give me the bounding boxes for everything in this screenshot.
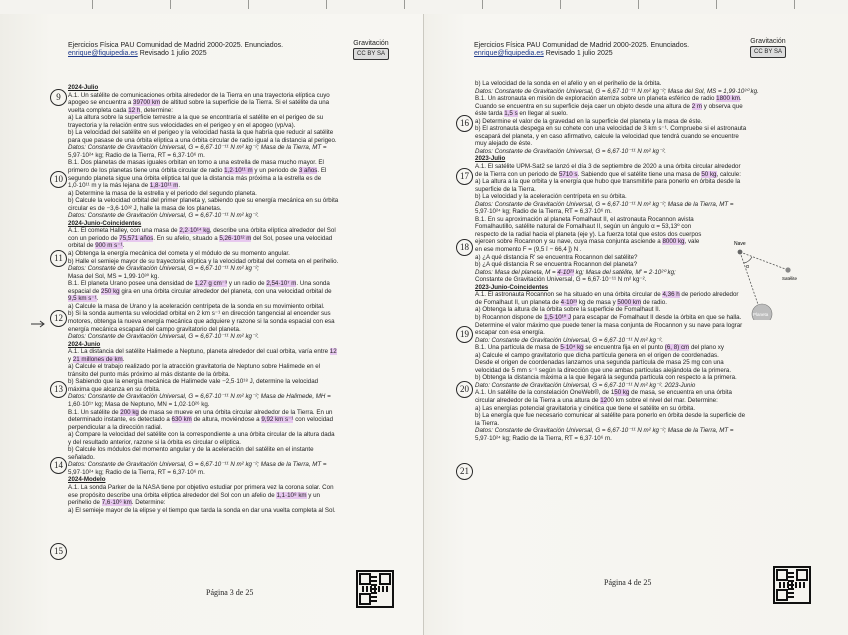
left-header-email[interactable]: enrique@fiquipedia.es (68, 50, 138, 57)
text-line: trayectoria y la relación entre sus velocidades en el perigeo y en el apogeo (vp/va). (68, 121, 296, 129)
text-line: B.1. El planeta Urano posee una densidad de 1,27 g cm⁻³ y un radio de 2,54·10⁷ m. Una sonda (68, 280, 330, 288)
text-line: a) ¿A qué distancia R' se encuentra Rocannon del satélite? (475, 253, 638, 261)
right-header-revised: Revisado 1 julio 2025 (543, 50, 613, 57)
text-line: b) Calcule los módulos del momento angular y de la aceleración del satélite en el instante (68, 446, 314, 454)
text-line: energía mecánica escapará del campo gravitatorio del planeta. (68, 325, 241, 333)
text-line: motores, obtenga la nueva energía mecánica que adquiere y razone si la sonda espacial con esa (68, 317, 335, 325)
text-line: 2024-Modelo (68, 476, 106, 484)
text-line: b) La energía que fue necesario comunicar al satélite para ponerlo en órbita desde la superficie de (475, 412, 746, 420)
text-line: Datos: Constante de Gravitación Universal, G = 6,67·10⁻¹¹ N m² kg⁻². (475, 147, 667, 155)
text-line: de Fomalhaut II, un planeta de 4·10²³ kg de masa y 5000 km de radio. (475, 298, 667, 306)
text-line: b) Rocannon dispone de 1,5·10¹⁰ J para escapar de Fomalhaut II desde la órbita en que se halla. (475, 313, 742, 321)
text-line: Datos: Constante de Gravitación Universal, G = 6,67·10⁻¹¹ N m² kg⁻²; Masa del Sol, MS = 1,99·10³⁰ kg. (475, 87, 759, 95)
text-line: Datos: Constante de Gravitación Universal, G = 6,67·10⁻¹¹ N m² kg⁻². (68, 212, 260, 220)
right-qr-code-icon (773, 566, 811, 604)
text-line: b) El astronauta despega en su cohete con una velocidad de 3 km s⁻¹. Compruebe si el astronauta (475, 125, 747, 133)
text-line: 5,97·10²⁴ kg; Radio de la Tierra, RT = 6,37·10⁶ m. (68, 468, 205, 476)
text-line: máxima que alcanza en su órbita. (68, 385, 161, 393)
cc-license-icon: CC BY SA (353, 48, 389, 60)
text-line: b) Sabiendo que la energía mecánica de Halimede vale −2,5·10¹⁸ J, determine la velocidad (68, 378, 319, 386)
text-line: tránsito del punto más próximo al más distante de la órbita. (68, 370, 230, 378)
text-line: perihelio de 7,6·10⁶ km. Determine: (68, 499, 166, 507)
text-line: señalado. (68, 453, 95, 461)
text-line: Datos: Constante de Gravitación Universal, G = 6,67·10⁻¹¹ N m² kg⁻²; Masa de la Tierra, MT = (68, 461, 327, 469)
text-line: en ese momento F = (9,5 î − 66,4 ĵ) N . (475, 246, 582, 254)
text-line: A.1. Un satélite de comunicaciones orbita alrededor de la Tierra en una trayectoria elíptica cuyo (68, 91, 330, 99)
planeta-label: Planeta (753, 312, 769, 317)
text-line: perpendicular a la dirección radial. (68, 423, 163, 431)
text-line: 9,5 km s⁻¹. (68, 295, 99, 303)
handwritten-number: 12 (50, 310, 67, 327)
handwritten-number: 21 (456, 463, 473, 480)
handwritten-number: 20 (456, 381, 473, 398)
text-line: Fomalhautillo, satélite natural de Fomalhaut II, según un ángulo α = 53,13º con (475, 223, 692, 231)
handwritten-number: 14 (50, 457, 67, 474)
text-line: b) Calcule la velocidad orbital del primer planeta y, sabiendo que su energía mecánica en su órbita (68, 197, 339, 205)
text-line: Masa del Sol, MS = 1,99·10³⁰ kg. (68, 272, 160, 280)
left-topic-label: Gravitación (353, 40, 389, 47)
text-line: B.1. Una partícula de masa de 5·10⁴ kg se encuentra fija en el punto (6, 8) cm del plano xy (475, 344, 724, 352)
handwritten-number: 16 (456, 115, 473, 132)
nave-label: Nave (734, 241, 746, 247)
text-line: B.1. En su aproximación al planeta Fomalhaut II, el astronauta Rocannon avista (475, 215, 694, 223)
handwritten-number: 10 (50, 171, 67, 188)
cc-license-icon: CC BY SA (750, 46, 786, 58)
text-line: 2023-Julio (475, 155, 506, 163)
text-line: b) La velocidad de la sonda en el afelio y en el perihelio de la órbita. (475, 80, 662, 87)
text-line: 1,60·10¹⁷ kg; Masa de Neptuno, MN = 1,02·10²⁶ kg. (68, 400, 210, 408)
text-line: circular alrededor de la Tierra a una altura de 1200 km sobre el nivel del mar. Determine: (475, 396, 718, 404)
text-line: escapar con esa energía. (475, 329, 545, 337)
right-topic-label: Gravitación (750, 38, 786, 45)
text-line: escapará del planeta, y en caso afirmativo, calcule la velocidad que tendrá cuando se encuentre (475, 132, 739, 140)
text-line: Datos: Constante de Gravitación Universal, G = 6,67·10⁻¹¹ N m² kg⁻²; Masa de Halimede, MH = (68, 393, 331, 401)
text-line: A.1. El astronauta Rocannon se ha situado en una órbita circular de 4,36 h de periodo alrededor (475, 291, 739, 299)
text-line: 5,97·10²⁴ kg; Radio de la Tierra, RT = 6,37·10⁶ m. (475, 208, 612, 216)
text-line: B.1. Un astronauta en misión de exploración aterriza sobre un planeta esférico de radio 1800 km. (475, 95, 742, 103)
text-line: respecto de la radial hacia el planeta (eje y). La fuerza total que estos dos cuerpos (475, 230, 702, 238)
text-line: Constante de Gravitación Universal, G = 6,67·10⁻¹¹ N m² kg⁻². (475, 276, 647, 284)
text-line: ese propósito describe una órbita elíptica alrededor del Sol con un afelio de 1,1·10⁸ km y un (68, 491, 320, 499)
handwritten-number: 18 (456, 239, 473, 256)
text-line: 2024-Junio (68, 340, 101, 348)
text-line: a) Compare la velocidad del satélite con la correspondiente a una órbita circular de la altura dada (68, 431, 335, 439)
right-page-number: Página 4 de 25 (604, 578, 652, 587)
handwritten-number: 11 (50, 250, 67, 267)
handwritten-number: 17 (456, 168, 473, 185)
right-topic-badge (750, 38, 786, 58)
left-page-header (68, 42, 283, 58)
text-line: superficie de la Tierra. (475, 185, 536, 193)
text-line: Datos: Masa del planeta, M = 4·10²³ kg; Masa del satélite, M' = 2·10²⁰ kg; (475, 268, 676, 276)
text-line: a) Obtenga la altura de la órbita sobre la superficie de Fomalhaut II. (475, 306, 661, 314)
text-line: a) Calcule el trabajo realizado por la atracción gravitatoria de Neptuno sobre Halimede en el (68, 363, 321, 371)
text-line: a) El semieje mayor de la elipse y el tiempo que tarda la sonda en dar una vuelta completa al Sol. (68, 506, 336, 514)
top-page-edge (0, 0, 848, 15)
left-qr-code-icon (356, 570, 394, 608)
text-line: 5,97·10²⁴ kg; Radio de la Tierra, RT = 6,37·10⁶ m. (68, 151, 205, 159)
text-line: 1,0·10¹¹ m y la más lejana de 1,8·10¹¹ m. (68, 182, 181, 190)
text-line: ejercen sobre Rocannon y su nave, cuya masa conjunta asciende a 8000 kg, vale (475, 238, 700, 246)
text-line: de la Tierra con un periodo de 5710 s. Sabiendo que el satélite tiene una masa de 50 kg, calcule: (475, 170, 741, 178)
text-line: a) Las energías potencial gravitatoria y cinética que tiene el satélite en su órbita. (475, 404, 696, 412)
handwritten-number: 9 (50, 89, 67, 106)
text-line: b) La velocidad y la aceleración centrípeta en su órbita. (475, 193, 627, 201)
text-line: apogeo se encuentra a 39700 km de altitud sobre la superficie de la Tierra. Si el satélite da una (68, 99, 330, 107)
text-line: para que pasase de una órbita elíptica a una órbita circular de radio igual a la distancia al perigeo. (68, 136, 337, 144)
text-line: b) Si la sonda aumenta su velocidad orbital en 2 km s⁻¹ en dirección tangencial al encender sus (68, 310, 331, 318)
text-line: b) ¿A qué distancia R se encuentra Rocannon del planeta? (475, 261, 638, 269)
text-line: muy alejado de éste. (475, 140, 533, 148)
alpha-label: α (746, 264, 749, 270)
text-line: b) La velocidad del satélite en el perigeo y la velocidad hasta la que habría que reducir al satélite (68, 129, 334, 137)
handwritten-number: 19 (456, 326, 473, 343)
left-page-number: Página 3 de 25 (206, 588, 254, 597)
text-line: velocidad de 5 mm s⁻¹ según la dirección que une ambas partículas alejándola de la primera. (475, 366, 732, 374)
text-line: y 21 millones de km. (68, 355, 125, 363)
handwritten-number: 15 (50, 543, 67, 560)
left-header-revised: Revisado 1 julio 2025 (137, 50, 207, 57)
text-line: Determine el valor máximo que puede tener la masa conjunta de Rocannon y su nave para lograr (475, 321, 743, 329)
text-line: espacial de 250 kg gira en una órbita circular alrededor del planeta, con una velocidad orbital de (68, 287, 332, 295)
text-line: b) Halle el semieje mayor de su trayectoria elíptica y la velocidad orbital del cometa en el perihelio. (68, 257, 339, 265)
text-line: a) Calcule el campo gravitatorio que dicha partícula genera en el origen de coordenadas. (475, 351, 719, 359)
left-topic-badge (353, 40, 389, 60)
fomalhaut-diagram (732, 236, 808, 320)
text-line: Datos: Constante de Gravitación Universal, G = 6,67·10⁻¹¹ N m² kg⁻²; Masa de la Tierra, MT = (475, 427, 734, 435)
text-line: a) Obtenga la energía mecánica del cometa y el módulo de su momento angular. (68, 250, 290, 258)
text-line: orbital de 900 m s⁻¹. (68, 242, 125, 250)
handwritten-arrow-mark (30, 320, 48, 328)
text-line: Datos: Constante de Gravitación Universal, G = 6,67·10⁻¹¹ N m² kg⁻²; (68, 265, 260, 273)
text-line: a) Calcule la masa de Urano y la aceleración centrípeta de la sonda en su movimiento orbital. (68, 302, 325, 310)
text-line: vuelta completa cada 12 h, determine: (68, 106, 173, 114)
text-line: con un periodo de 75,571 años. En su afelio, situado a 5,26·10¹² m del Sol, posee una velocidad (68, 234, 333, 242)
text-line: segundo planeta sigue una órbita elíptica tal que la distancia más próxima a la estrella es de (68, 174, 322, 182)
text-line: Datos: Constante de Gravitación Universal, G = 6,67·10⁻¹¹ N m² kg⁻²; Masa de la Tierra, MT = (68, 144, 327, 152)
handwritten-number: 13 (50, 381, 67, 398)
text-line: A.1. El cometa Halley, con una masa de 2,2·10¹⁴ kg, describe una órbita elíptica alrededor del Sol (68, 227, 336, 235)
text-line: a) La altura a la que orbita y la energía que hubo que transmitirle para ponerlo en órbita desde la (475, 178, 741, 186)
text-line: Datos: Constante de Gravitación Universal, G = 6,67·10⁻¹¹ N m² kg⁻². (68, 333, 260, 341)
text-line: A.1. El satélite UPM-Sat2 se lanzó el día 3 de septiembre de 2020 a una órbita circular alrededor (475, 163, 741, 171)
text-line: A.1. La distancia del satélite Halimede a Neptuno, planeta alrededor del cual orbita, varía entre 12 (68, 348, 337, 356)
text-line: 2024-Junio-Coincidentes (68, 219, 142, 227)
left-header-title: Ejercicios Física PAU Comunidad de Madrid 2000-2025. Enunciados. (68, 42, 284, 49)
text-line: Desde el origen de coordenadas lanzamos una segunda partícula de masa 25 mg con una (475, 359, 724, 367)
text-line: 2023-Junio-Coincidentes (475, 283, 549, 291)
text-line: a) Determine la masa de la estrella y el periodo del segundo planeta. (68, 189, 257, 197)
text-line: Dato: Constante de Gravitación Universal, G = 6,67·10⁻¹¹ N m² kg⁻². (475, 336, 663, 344)
text-line: y del resultado anterior, razone si la órbita es circular o elíptica. (68, 438, 241, 446)
text-line: A.1. Un satélite de la constelación OneWeb®, de 150 kg de masa, se encuentra en una órbita (475, 389, 732, 397)
text-line: Cuando se encuentra en su superficie deja caer un objeto desde una altura de 2 m y observa que (475, 102, 743, 110)
text-line: B.1. Un satélite de 200 kg de masa se mueve en una órbita circular alrededor de la Tierra. En un (68, 408, 333, 416)
right-page-header (474, 42, 689, 58)
right-header-title: Ejercicios Física PAU Comunidad de Madrid 2000-2025. Enunciados. (474, 42, 690, 49)
left-exercise-text (68, 84, 400, 514)
text-line: b) Obtenga la distancia máxima a la que llegará la segunda partícula con respecto a la primera. (475, 374, 737, 382)
text-line: a) Determine el valor de la gravedad en la superficie del planeta y la masa de éste. (475, 117, 703, 125)
satelite-label: Satélite (782, 276, 798, 281)
text-line: determinado instante, es detectado a 630 km de altura, moviéndose a 9,92 km s⁻¹ con velocidad (68, 416, 334, 424)
text-line: Dato: Constante de Gravitación Universal, G = 6,67·10⁻¹¹ N m² kg⁻². 2023-Junio (475, 381, 696, 389)
text-line: circular es de −3,6·10³² J, halle la masa de los planetas. (68, 204, 222, 212)
text-line: éste tarda 1,5 s en llegar al suelo. (475, 110, 568, 118)
text-line: primero de los planetas tiene una órbita circular de radio 1,2·10¹¹ m y un periodo de 3 años. El (68, 167, 327, 175)
text-line: a) La altura sobre la superficie terrestre a la que se encontraría el satélite en el perigeo de su (68, 114, 324, 122)
text-line: Datos: Constante de Gravitación Universal, G = 6,67·10⁻¹¹ N m² kg⁻²; Masa de la Tierra, MT = (475, 200, 734, 208)
text-line: B.1. Dos planetas de masas iguales orbitan en torno a una estrella de masa mucho mayor. El (68, 159, 324, 167)
text-line: la Tierra. (475, 419, 500, 427)
text-line: 2024-Julio (68, 84, 99, 91)
text-line: A.1. La sonda Parker de la NASA tiene por objetivo estudiar por primera vez la corona solar. Con (68, 483, 334, 491)
right-header-email[interactable]: enrique@fiquipedia.es (474, 50, 544, 57)
text-line: 5,97·10²⁴ kg; Radio de la Tierra, RT = 6,37·10⁶ m. (475, 434, 612, 442)
